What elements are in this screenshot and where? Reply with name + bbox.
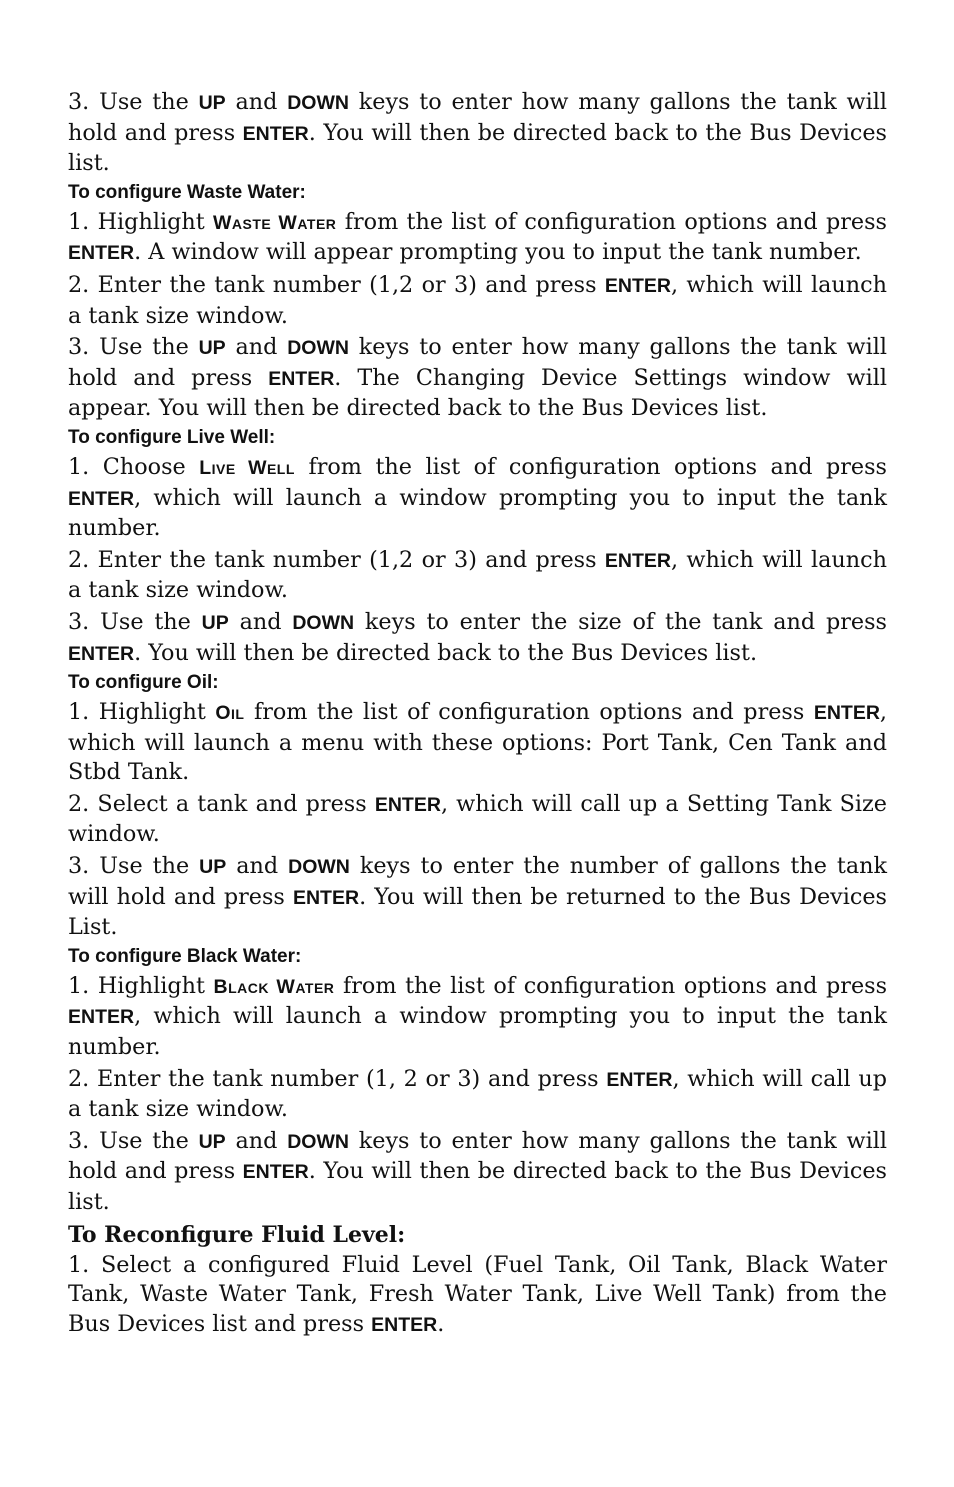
live-step-2: 2. Enter the tank number (1,2 or 3) and press ENTER, which will launch a tank size window. bbox=[68, 546, 888, 604]
key-enter: ENTER bbox=[604, 274, 671, 297]
live-step-1: 1. Choose Live Well from the list of configuration options and press ENTER, which will launch a window prompting you to input the tank number. bbox=[68, 453, 888, 542]
key-enter: ENTER bbox=[242, 1161, 309, 1184]
heading-oil: To configure Oil: bbox=[68, 672, 219, 694]
key-enter: ENTER bbox=[68, 487, 135, 510]
key-enter: ENTER bbox=[604, 549, 671, 572]
key-enter: ENTER bbox=[68, 642, 135, 665]
key-enter: ENTER bbox=[606, 1068, 673, 1091]
key-down: DOWN bbox=[288, 856, 350, 879]
menu-waste-water: Waste Water bbox=[213, 211, 337, 234]
oil-step-1: 1. Highlight Oil from the list of configuration options and press ENTER, which will launch a menu with these options: Port Tank, Cen Tank and Stbd Tank. bbox=[68, 699, 888, 786]
heading-waste-water: To configure Waste Water: bbox=[68, 181, 306, 203]
live-step-3: 3. Use the UP and DOWN keys to enter the size of the tank and press ENTER. You will then be directed back to the Bus Devices list. bbox=[68, 608, 887, 666]
black-step-2: 2. Enter the tank number (1, 2 or 3) and press ENTER, which will call up a tank size window. bbox=[68, 1065, 887, 1123]
key-enter: ENTER bbox=[268, 367, 335, 390]
menu-black-water: Black Water bbox=[213, 975, 335, 998]
waste-step-2: 2. Enter the tank number (1,2 or 3) and press ENTER, which will launch a tank size window. bbox=[68, 271, 888, 329]
key-up: UP bbox=[199, 856, 227, 879]
key-up: UP bbox=[198, 337, 226, 360]
key-up: UP bbox=[201, 611, 229, 634]
heading-reconfigure-fluid-level: To Reconfigure Fluid Level: bbox=[68, 1221, 406, 1248]
key-down: DOWN bbox=[292, 611, 355, 634]
intro-step-3: 3. Use the UP and DOWN keys to enter how many gallons the tank will hold and press ENTER. You will then be directed back to the Bus Devices list. bbox=[68, 89, 887, 177]
black-step-1: 1. Highlight Black Water from the list of configuration options and press ENTER, which will launch a window prompting you to input the tank number. bbox=[68, 972, 888, 1061]
key-up: UP bbox=[198, 92, 226, 114]
oil-step-3: 3. Use the UP and DOWN keys to enter the number of gallons the tank will hold and press ENTER. You will then be returned to the Bus Devices List. bbox=[68, 853, 887, 941]
heading-live-well: To configure Live Well: bbox=[68, 426, 276, 448]
key-up: UP bbox=[198, 1130, 226, 1153]
menu-oil: Oil bbox=[215, 702, 245, 725]
key-down: DOWN bbox=[287, 337, 349, 360]
oil-step-2: 2. Select a tank and press ENTER, which will call up a Setting Tank Size window. bbox=[68, 790, 887, 848]
waste-step-1: 1. Highlight Waste Water from the list of configuration options and press ENTER. A window will appear prompting you to input the tank number. bbox=[68, 208, 887, 266]
waste-step-3: 3. Use the UP and DOWN keys to enter how many gallons the tank will hold and press ENTER. The Changing Device Settings window will appear. You will then be directed back to the Bus Devices list. bbox=[68, 334, 887, 422]
menu-live-well: Live Well bbox=[199, 456, 295, 479]
heading-black-water: To configure Black Water: bbox=[68, 945, 302, 967]
key-enter: ENTER bbox=[371, 1313, 438, 1336]
manual-page bbox=[68, 88, 887, 1342]
key-enter: ENTER bbox=[68, 242, 135, 265]
black-step-3: 3. Use the UP and DOWN keys to enter how many gallons the tank will hold and press ENTER. You will then be directed back to the Bus Devices list. bbox=[68, 1127, 887, 1215]
key-enter: ENTER bbox=[242, 122, 309, 145]
key-down: DOWN bbox=[287, 92, 349, 114]
reconfig-step-1: 1. Select a configured Fluid Level (Fuel Tank, Oil Tank, Black Water Tank, Waste Water Tank, Fresh Water Tank, Live Well Tank) from the Bus Devices list and press ENTER. bbox=[68, 1251, 887, 1337]
key-enter: ENTER bbox=[68, 1006, 135, 1029]
key-enter: ENTER bbox=[374, 793, 441, 816]
key-down: DOWN bbox=[287, 1130, 349, 1153]
key-enter: ENTER bbox=[292, 886, 360, 909]
key-enter: ENTER bbox=[813, 702, 880, 725]
